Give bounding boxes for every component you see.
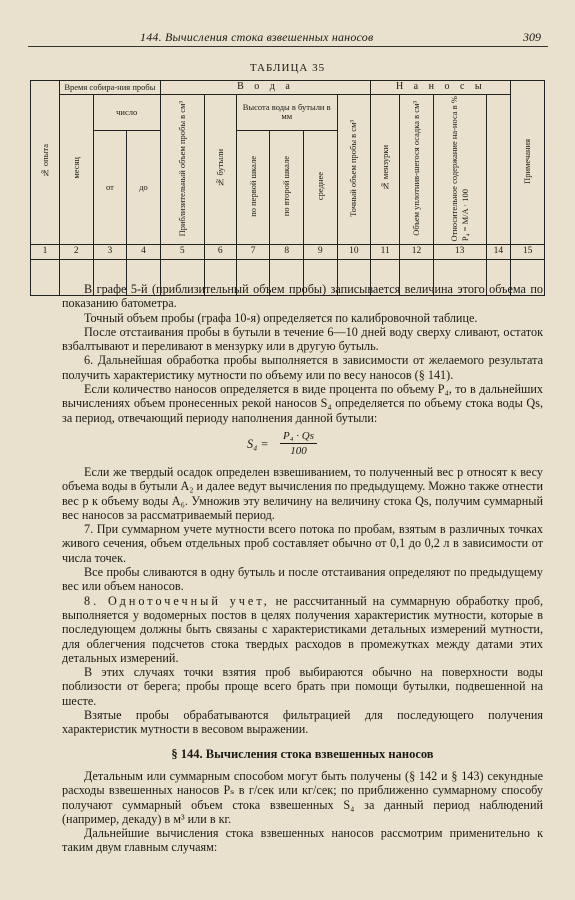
col-prib-obem: Приблизительный объем пробы в см³ [160,94,204,244]
paragraph: 6. Дальнейшая обработка пробы выполняется в зависимости от желаемого результата получить характеристику мутности по объему или по весу наносов (§ 141). [62,353,543,382]
formula-fraction [280,429,317,459]
formula-denominator: 100 [290,445,307,458]
data-table [30,80,545,296]
col-num: 4 [127,244,161,259]
col-menzurki: № мензурки [371,94,400,244]
paragraph: Если же твердый осадок определен взвешиванием, то полученный вес p относят к весу объема воды в бутыли A₂ и далее ведут вычисления по предыдущему. Можно также отнести вес p к объему воды A₆. Умножив эту величину на величину стока Qs, получим суммарный вес наносов за рассматриваемый период. [62,464,543,522]
col-num: 15 [511,244,545,259]
col-num: 12 [400,244,434,259]
col-num: 9 [304,244,338,259]
group-vremya: Время собира-ния пробы [59,81,160,95]
group-vysota: Высота воды в бутыли в мм [236,94,337,130]
col-num: 7 [236,244,270,259]
formula-numerator: P₄ · Qs [280,429,317,444]
table-caption: ТАБЛИЦА 35 [249,62,326,74]
paragraph: 7. При суммарном учете мутности всего потока по пробам, взятым в различных точках живого сечения, объем отдельных проб составляет обычно от 0,1 до 0,2 л в зависимости от числа точек. [62,522,543,565]
paragraph: В графе 5-й (приблизительный объем пробы) записывается величина этого объема по показанию батометра. [62,282,543,311]
col-blank [486,94,511,244]
body-text [62,282,543,855]
group-nanosy: Н а н о с ы [371,81,511,95]
column-numbers-row [31,244,545,259]
running-title: 144. Вычисления стока взвешенных наносов [140,30,374,44]
col-perv: по первой шкале [236,130,270,244]
col-opyt: № опыта [31,81,60,245]
spaced-term: 8. Одноточечный учет, [84,593,270,608]
col-num: 5 [160,244,204,259]
col-tochn-obem: Точный объем пробы в см³ [337,94,371,244]
col-obem-upl: Объем уплотнив-шегося осадка в см³ [400,94,434,244]
col-num: 13 [433,244,486,259]
formula-lhs: S₄ = [247,436,269,451]
col-num: 14 [486,244,511,259]
col-num: 8 [270,244,304,259]
paragraph: Все пробы сливаются в одну бутыль и после отстаивания определяют по предыдущему вес или объем наносов. [62,565,543,594]
paragraph [62,594,543,665]
col-primechaniya: Примечания [511,81,545,245]
col-butyli: № бутыли [204,94,236,244]
otnos-formula: P₄ = M/A · 100 [459,188,470,242]
paragraph: Точный объем пробы (графа 10-я) определяется по калибровочной таблице. [84,310,478,325]
col-sred: среднее [304,130,338,244]
col-num: 1 [31,244,60,259]
header-rule [28,46,548,47]
col-mesyats: месяц [59,94,93,244]
group-voda: В о д а [160,81,370,95]
paragraph: Если количество наносов определяется в виде процента по объему P₄, то в дальнейших вычислениях объем пронесенных рекой наносов S₄ определяется по объему стока воды Qs, за период, отвечающий периоду наполнения данной бутыли: [62,382,543,425]
paragraph-rest: не рассчитанный на суммарную обработку проб, выполняется у водомерных постов в целях получения характеристик мутности, которые в последующем должны быть связаны с характеристиками детальных измерений мутности, для облегчения подсчетов стока твердых расходов в промежутках между датами этих детальных измерений. [62,593,543,665]
col-num: 11 [371,244,400,259]
paragraph: Взятые пробы обрабатываются фильтрацией для последующего получения характеристик мутности в весовом выражении. [62,708,543,737]
page-number: 309 [523,30,541,44]
group-chislo: число [93,94,160,130]
col-ot: от [93,130,127,244]
col-num: 2 [59,244,93,259]
section-title: § 144. Вычисления стока взвешенных наносов [171,746,434,761]
paragraph: Детальным или суммарным способом могут быть получены (§ 142 и § 143) секундные расходы взвешенных наносов Pₛ в г/сек или кг/сек; по приближенно суммарному способу получают суммарный объем стока взвешенных S₄ за данный период наблюдений (например, декаду) в м³ или в кг. [62,768,543,826]
col-num: 3 [93,244,127,259]
col-do: до [127,130,161,244]
col-vtor: по второй шкале [270,130,304,244]
col-otnos: Относительное содержание на-носа в % P₄ = M/A · 100 [433,94,486,244]
paragraph: В этих случаях точки взятия проб выбираются обычно на поверхности воды поблизости от берега; пробы проще всего брать при помощи бутылки, подвешенной на шесте. [62,665,543,708]
col-num: 6 [204,244,236,259]
paragraph: После отстаивания пробы в бутыли в течение 6—10 дней воду сверху сливают, остаток взбалтывают и переливают в мензурку или в другую бутыль. [62,324,543,354]
col-num: 10 [337,244,371,259]
paragraph: Дальнейшие вычисления стока взвешенных наносов рассмотрим применительно к таким двум главным случаям: [62,826,543,855]
formula [62,429,543,459]
